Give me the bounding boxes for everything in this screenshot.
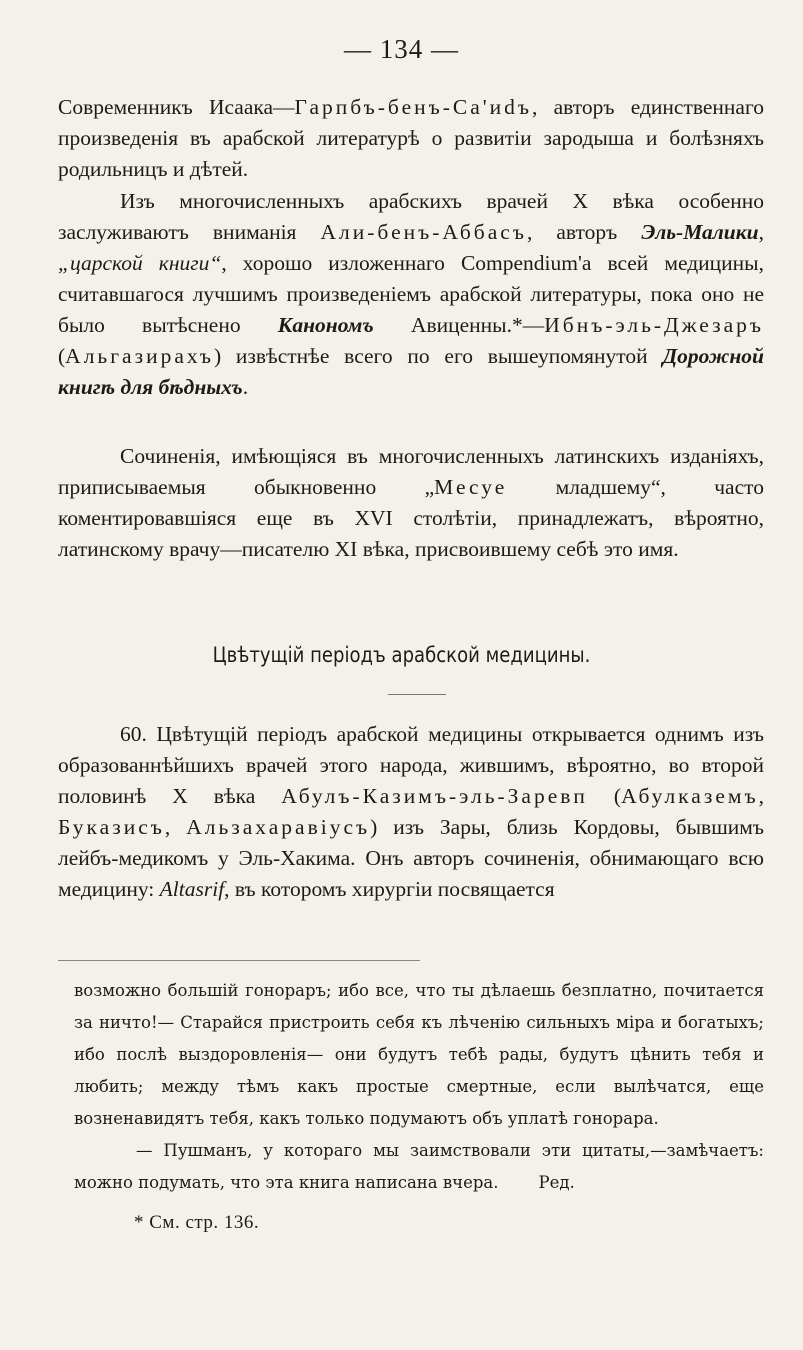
- text-run: 60. Цвѣтущій періодъ арабской медицины открывается однимъ изъ образованнѣйшихъ врачей этого народа, жившимъ, вѣроятно, во второй половинѣ X вѣка: [58, 722, 764, 808]
- title-altasrif: Altasrif: [159, 877, 225, 901]
- text-run: , въ которомъ хирургіи посвящается: [224, 877, 555, 901]
- title-el-maliki: Эль-Малики: [641, 220, 759, 244]
- name-garib-ben-said: Гарпбъ-бенъ-Са'иdъ: [294, 95, 533, 119]
- text-run: (: [58, 344, 66, 368]
- paragraph-ali-ben-abbas: [58, 186, 764, 403]
- title-road-book: Дорожной книгѣ для бѣдныхъ: [58, 344, 764, 399]
- text-run: ,: [164, 815, 187, 839]
- title-canon: Канономъ: [277, 313, 374, 337]
- footnote-signature: Ред.: [538, 1173, 575, 1192]
- footnote-remark-text: — Пушманъ, у котораго мы заимствовали эти цитаты,—замѣчаетъ: можно подумать, что эта книга написана вчера.: [74, 1141, 764, 1192]
- paragraph-garib-ben-said: [58, 92, 764, 185]
- heading-divider: [388, 694, 446, 695]
- name-abulkazem: Абулказемъ: [621, 784, 759, 808]
- text-run: ,: [758, 784, 764, 808]
- footnote-remark: [74, 1135, 764, 1199]
- text-run: Авиценны.*—: [373, 313, 545, 337]
- text-run: Сочиненія, имѣющіяся въ многочисленныхъ латинскихъ изданіяхъ, приписываемыя обыкновенно „: [58, 444, 764, 499]
- name-algazirah: Альгазирахъ: [65, 344, 214, 368]
- paragraph-60-abulcasis: [58, 719, 764, 905]
- text-run: , хорошо изложеннаго Compendium'а всей медицины, считавшагося лучшимъ произведеніемъ арабской литературы, пока оно не было вытѣснено: [58, 251, 764, 337]
- text-run: Современникъ Исаака—: [58, 95, 295, 119]
- text-run: ,: [758, 220, 764, 244]
- page-number: — 134 —: [344, 34, 459, 64]
- text-run: ) изъ Зары, близь Кордовы, бывшимъ лейбъ-медикомъ у Эль-Хакима. Онъ авторъ сочиненія, обнимающаго всю медицину:: [58, 815, 764, 901]
- footnote-reference: * См. стр. 136.: [134, 1212, 260, 1233]
- text-run: Изъ многочисленныхъ арабскихъ врачей X вѣка особенно заслуживаютъ вниманія: [58, 189, 764, 244]
- paragraph-mesue: [58, 441, 764, 565]
- name-alzaharavius: Альзахаравіусъ: [186, 815, 371, 839]
- footnote-continued: возможно большій гонораръ; ибо все, что ты дѣлаешь безплатно, почитается за ничто!— Старайся пристроить себя къ лѣченію сильныхъ міра и богатыхъ; ибо послѣ выздоровленія— они будутъ тебѣ рады, будутъ цѣнить тебя и любить; между тѣмъ какъ простые смертные, если вылѣчатся, еще возненавидятъ тебя, какъ только подумаютъ объ уплатѣ гонорара.: [74, 981, 764, 1128]
- text-run: , авторъ единственнаго произведенія въ арабской литературѣ о развитіи зародыша и болѣзняхъ родильницъ и дѣтей.: [58, 95, 765, 181]
- name-ibn-el-jezzar: Ибнъ-эль-Джезаръ: [544, 313, 764, 337]
- name-ali-ben-abbas: Али-бенъ-Аббасъ: [320, 220, 527, 244]
- title-royal-book: „царской книги“: [58, 251, 222, 275]
- footnote-divider: [58, 960, 420, 961]
- name-bukazis: Буказисъ: [58, 815, 165, 839]
- text-run: младшему“, часто коментировавшіяся еще въ XVI столѣтіи, принадлежатъ, вѣроятно, латинскому врачу—писателю XI вѣка, присвоившему себѣ это имя.: [58, 475, 764, 561]
- text-run: , авторъ: [526, 220, 642, 244]
- section-heading: Цвѣтущій періодъ арабской медицины.: [212, 643, 591, 667]
- name-abul-kasim: Абулъ-Казимъ-эль-Заревп: [281, 784, 588, 808]
- text-run: .: [242, 375, 249, 399]
- text-run: (: [587, 784, 622, 808]
- name-mesue: Месуе: [434, 475, 508, 499]
- footnotes: [74, 975, 764, 1239]
- text-run: ) извѣстнѣе всего по его вышеупомянутой: [213, 344, 663, 368]
